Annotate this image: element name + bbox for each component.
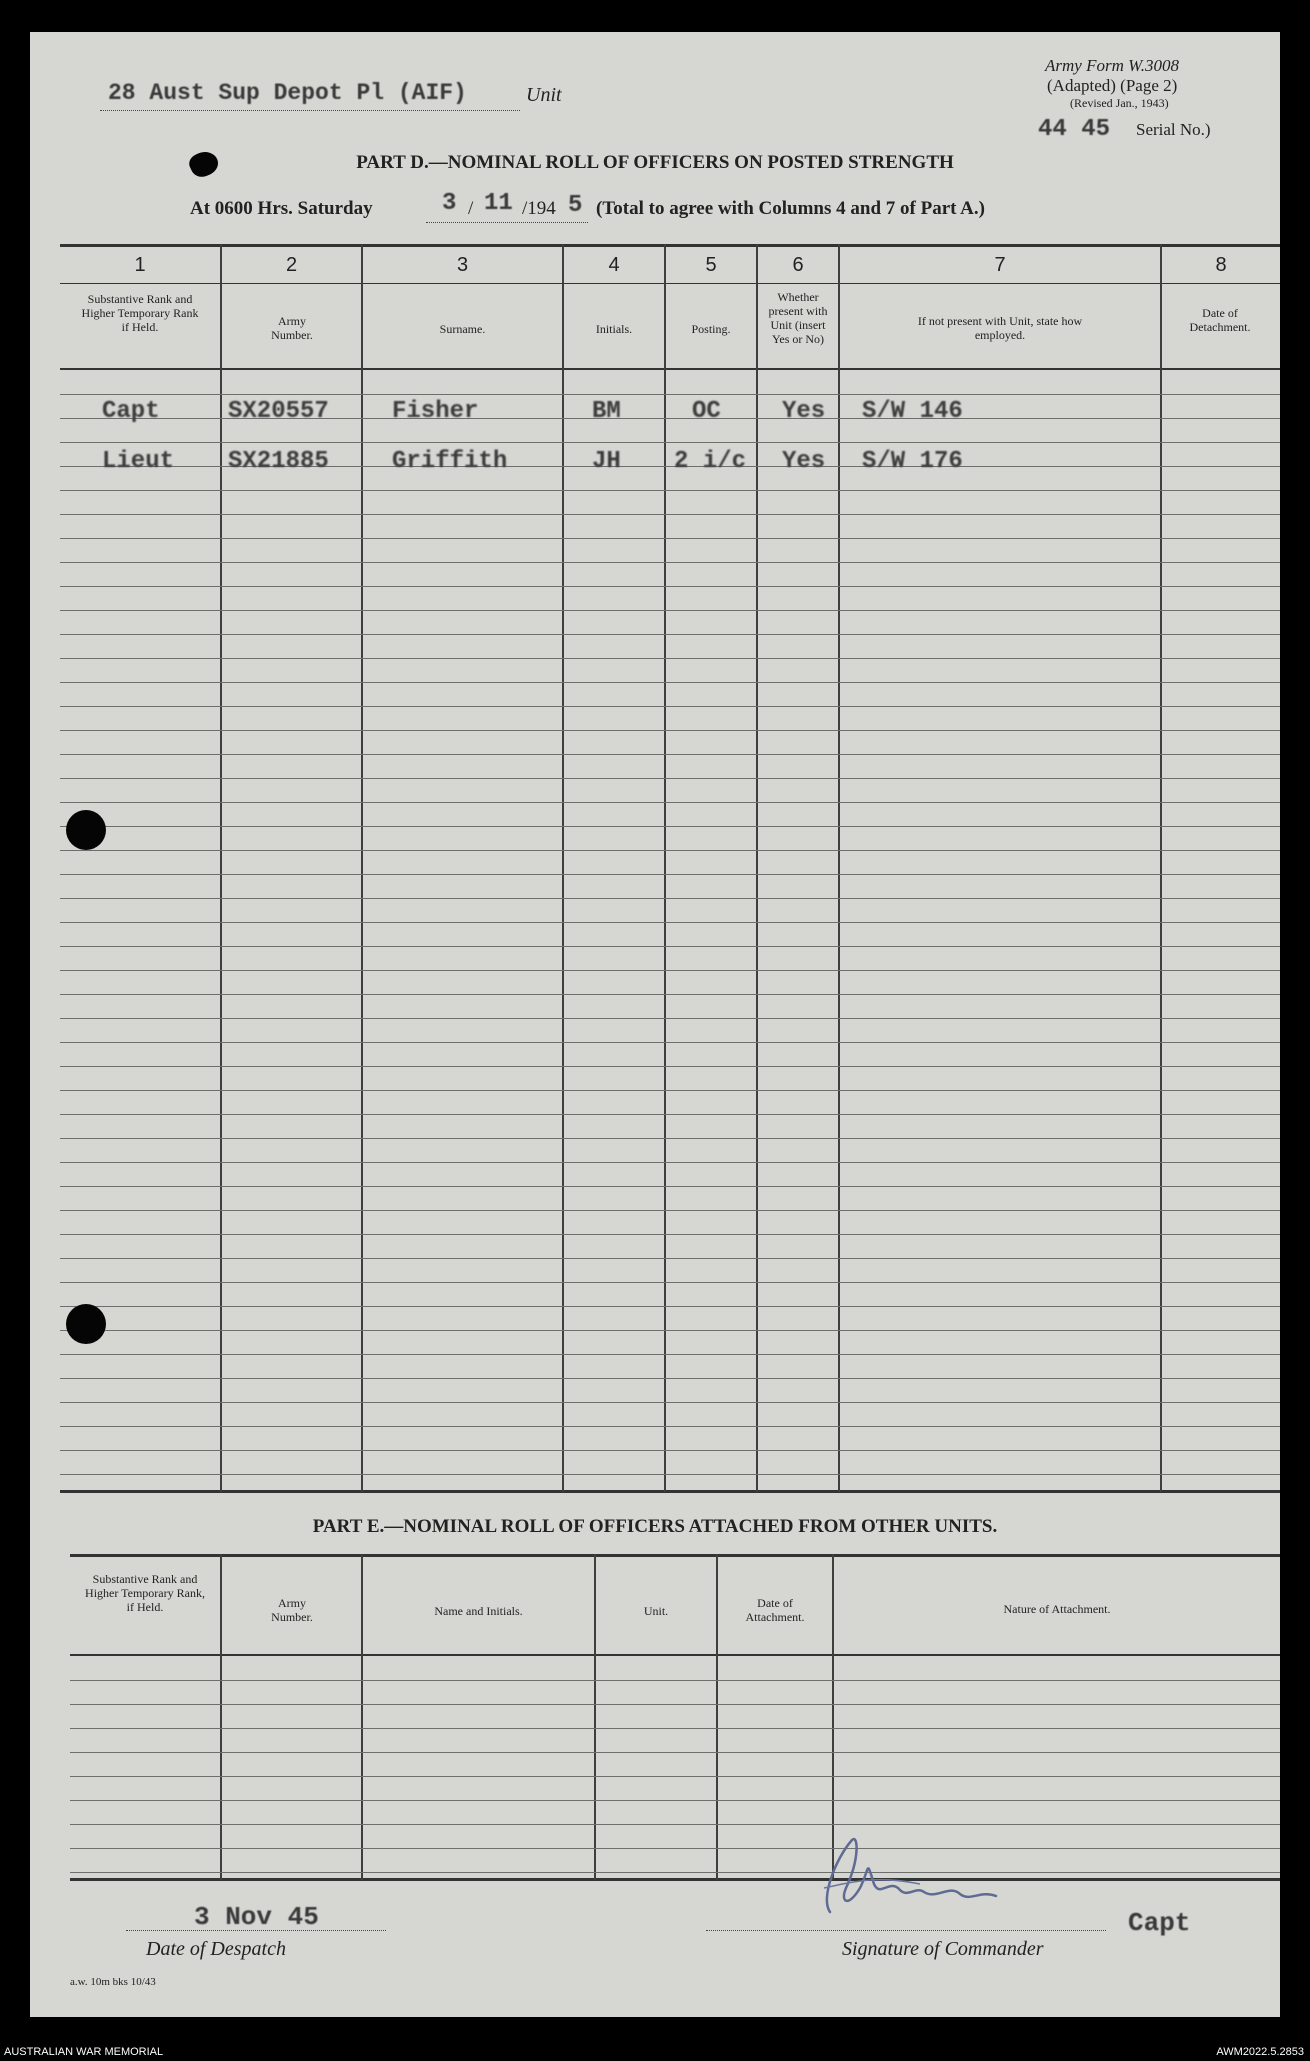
col-head-posting: Posting.: [691, 322, 731, 336]
ruled-line: [60, 1018, 1280, 1019]
unit-name: 28 Aust Sup Depot Pl (AIF): [108, 80, 467, 106]
row2-surname: Griffith: [392, 448, 508, 475]
at-hours-label: At 0600 Hrs. Saturday: [190, 198, 373, 219]
part-d-vline-3: [562, 244, 564, 1492]
part-e-vline-2: [361, 1554, 363, 1880]
archive-accession: AWM2022.5.2853: [1216, 2046, 1304, 2058]
ruled-line: [60, 1138, 1280, 1139]
part-e-header-rule: [70, 1654, 1280, 1656]
row2-rank: Lieut: [102, 448, 175, 475]
part-e-top-rule: [70, 1554, 1280, 1557]
part-e-head-date: Date of Attachment.: [745, 1596, 805, 1624]
part-e-vline-3: [594, 1554, 596, 1880]
row2-army-number: SX21885: [228, 448, 329, 475]
unit-dotted-line: [100, 110, 520, 112]
ruled-line: [60, 850, 1280, 851]
col-num-7: 7: [994, 254, 1006, 276]
print-code: a.w. 10m bks 10/43: [70, 1976, 156, 1988]
ruled-line: [60, 1114, 1280, 1115]
part-d-vline-6: [838, 244, 840, 1492]
part-e-head-army-number: Army Number.: [271, 1596, 313, 1624]
col-head-surname: Surname.: [439, 322, 486, 336]
col-head-present: Whether present with Unit (insert Yes or No): [768, 290, 828, 346]
col-num-3: 3: [456, 254, 469, 276]
form-adapted: (Adapted) (Page 2): [1047, 76, 1178, 95]
col-num-1: 1: [134, 254, 146, 276]
part-d-vline-7: [1160, 244, 1162, 1492]
ruled-line: [60, 1042, 1280, 1043]
form-name: Army Form W.3008: [1045, 56, 1179, 75]
col-num-2: 2: [285, 254, 298, 276]
ruled-line: [60, 778, 1280, 779]
part-e-title: PART E.—NOMINAL ROLL OF OFFICERS ATTACHED FROM OTHER UNITS.: [312, 1516, 998, 1537]
ruled-line: [60, 730, 1280, 731]
ruled-line: [60, 970, 1280, 971]
ruled-line: [60, 994, 1280, 995]
ruled-line: [60, 1378, 1280, 1379]
ruled-line: [60, 1450, 1280, 1451]
part-d-bottom-rule: [60, 1490, 1280, 1493]
col-num-4: 4: [608, 254, 620, 276]
ruled-line: [60, 1258, 1280, 1259]
row1-employed: S/W 146: [862, 398, 963, 425]
ruled-line: [60, 1162, 1280, 1163]
ruled-line: [60, 562, 1280, 563]
ruled-line: [60, 442, 1280, 443]
commander-rank: Capt: [1128, 1908, 1191, 1938]
ruled-line: [60, 706, 1280, 707]
col-num-8: 8: [1215, 254, 1227, 276]
part-e-vline-4: [716, 1554, 718, 1880]
part-e-head-rank: Substantive Rank and Higher Temporary Rank, if Held.: [85, 1572, 205, 1614]
part-d-vline-1: [220, 244, 222, 1492]
ruled-line: [60, 658, 1280, 659]
part-d-vline-2: [361, 244, 363, 1492]
row1-posting: OC: [692, 398, 721, 425]
ruled-line: [60, 1066, 1280, 1067]
row1-rank: Capt: [102, 398, 160, 425]
part-d-number-rule: [60, 283, 1280, 284]
part-e-head-unit: Unit.: [643, 1604, 669, 1618]
signature-dotted-line: [706, 1930, 1106, 1932]
ruled-line: [60, 946, 1280, 947]
ruled-line: [60, 1186, 1280, 1187]
ruled-line: [60, 898, 1280, 899]
ruled-line: [60, 1090, 1280, 1091]
ruled-line: [70, 1872, 1280, 1873]
ruled-line: [60, 754, 1280, 755]
ruled-line: [60, 1330, 1280, 1331]
unit-label: Unit: [526, 84, 562, 106]
col-head-employed: If not present with Unit, state how employed.: [917, 314, 1083, 342]
ruled-line: [60, 1426, 1280, 1427]
ruled-line: [60, 802, 1280, 803]
row2-posting: 2 i/c: [674, 448, 747, 475]
date-sep: /: [468, 198, 474, 219]
ruled-line: [60, 514, 1280, 515]
ruled-line: [60, 922, 1280, 923]
part-e-head-name: Name and Initials.: [434, 1604, 523, 1618]
part-d-vline-4: [664, 244, 666, 1492]
date-dotted-line: [426, 222, 588, 224]
binder-hole-upper: [66, 810, 106, 850]
ruled-line: [60, 1282, 1280, 1283]
despatch-dotted-line: [126, 1930, 386, 1932]
despatch-label: Date of Despatch: [146, 1938, 286, 1960]
ruled-line: [70, 1704, 1280, 1705]
ruled-line: [70, 1848, 1280, 1849]
ruled-line: [60, 1306, 1280, 1307]
date-year-prefix: /194: [522, 198, 556, 219]
col-num-6: 6: [792, 254, 804, 276]
ruled-line: [70, 1800, 1280, 1801]
ruled-line: [70, 1728, 1280, 1729]
row2-initials: JH: [592, 448, 621, 475]
part-d-header-rule: [60, 368, 1280, 370]
col-head-detachment: Date of Detachment.: [1189, 306, 1251, 334]
ruled-line: [60, 538, 1280, 539]
form-sheet: [30, 32, 1280, 2017]
col-head-initials: Initials.: [595, 322, 633, 336]
col-num-5: 5: [705, 254, 717, 276]
total-note: (Total to agree with Columns 4 and 7 of Part A.): [596, 198, 985, 219]
part-e-vline-1: [220, 1554, 222, 1880]
ruled-line: [60, 874, 1280, 875]
col-head-army-number: Army Number.: [271, 314, 313, 342]
part-d-title: PART D.—NOMINAL ROLL OF OFFICERS ON POSTED STRENGTH: [356, 152, 954, 173]
date-day: 3: [442, 190, 457, 217]
ruled-line: [70, 1680, 1280, 1681]
ruled-line: [60, 1354, 1280, 1355]
part-e-bottom-rule: [70, 1878, 1280, 1881]
row2-present: Yes: [782, 448, 826, 475]
date-month: 11: [484, 190, 513, 217]
ruled-line: [70, 1752, 1280, 1753]
binder-hole-lower: [66, 1304, 106, 1344]
ruled-line: [60, 1474, 1280, 1475]
signature-label: Signature of Commander: [842, 1938, 1044, 1960]
despatch-date: 3 Nov 45: [194, 1902, 319, 1932]
ruled-line: [70, 1776, 1280, 1777]
ruled-line: [60, 634, 1280, 635]
serial-label: Serial No.): [1136, 120, 1211, 139]
ruled-line: [60, 490, 1280, 491]
commander-signature: [800, 1828, 1040, 1928]
ruled-line: [60, 826, 1280, 827]
row1-initials: BM: [592, 398, 621, 425]
row1-surname: Fisher: [392, 398, 479, 425]
part-e-head-nature: Nature of Attachment.: [1003, 1602, 1111, 1616]
ruled-line: [60, 394, 1280, 395]
ruled-line: [60, 1234, 1280, 1235]
ruled-line: [60, 1402, 1280, 1403]
part-d-top-rule: [60, 244, 1280, 247]
row2-employed: S/W 176: [862, 448, 963, 475]
row1-present: Yes: [782, 398, 826, 425]
form-revised: (Revised Jan., 1943): [1070, 96, 1169, 110]
row1-army-number: SX20557: [228, 398, 329, 425]
ruled-line: [60, 682, 1280, 683]
part-d-vline-5: [756, 244, 758, 1492]
ruled-line: [60, 1210, 1280, 1211]
serial-number: 44 45: [1038, 116, 1111, 143]
ruled-line: [60, 586, 1280, 587]
ruled-line: [60, 610, 1280, 611]
archive-institution: AUSTRALIAN WAR MEMORIAL: [4, 2046, 164, 2058]
date-year-digit: 5: [568, 192, 583, 219]
ruled-line: [70, 1824, 1280, 1825]
col-head-rank: Substantive Rank and Higher Temporary Rank if Held.: [81, 292, 199, 334]
